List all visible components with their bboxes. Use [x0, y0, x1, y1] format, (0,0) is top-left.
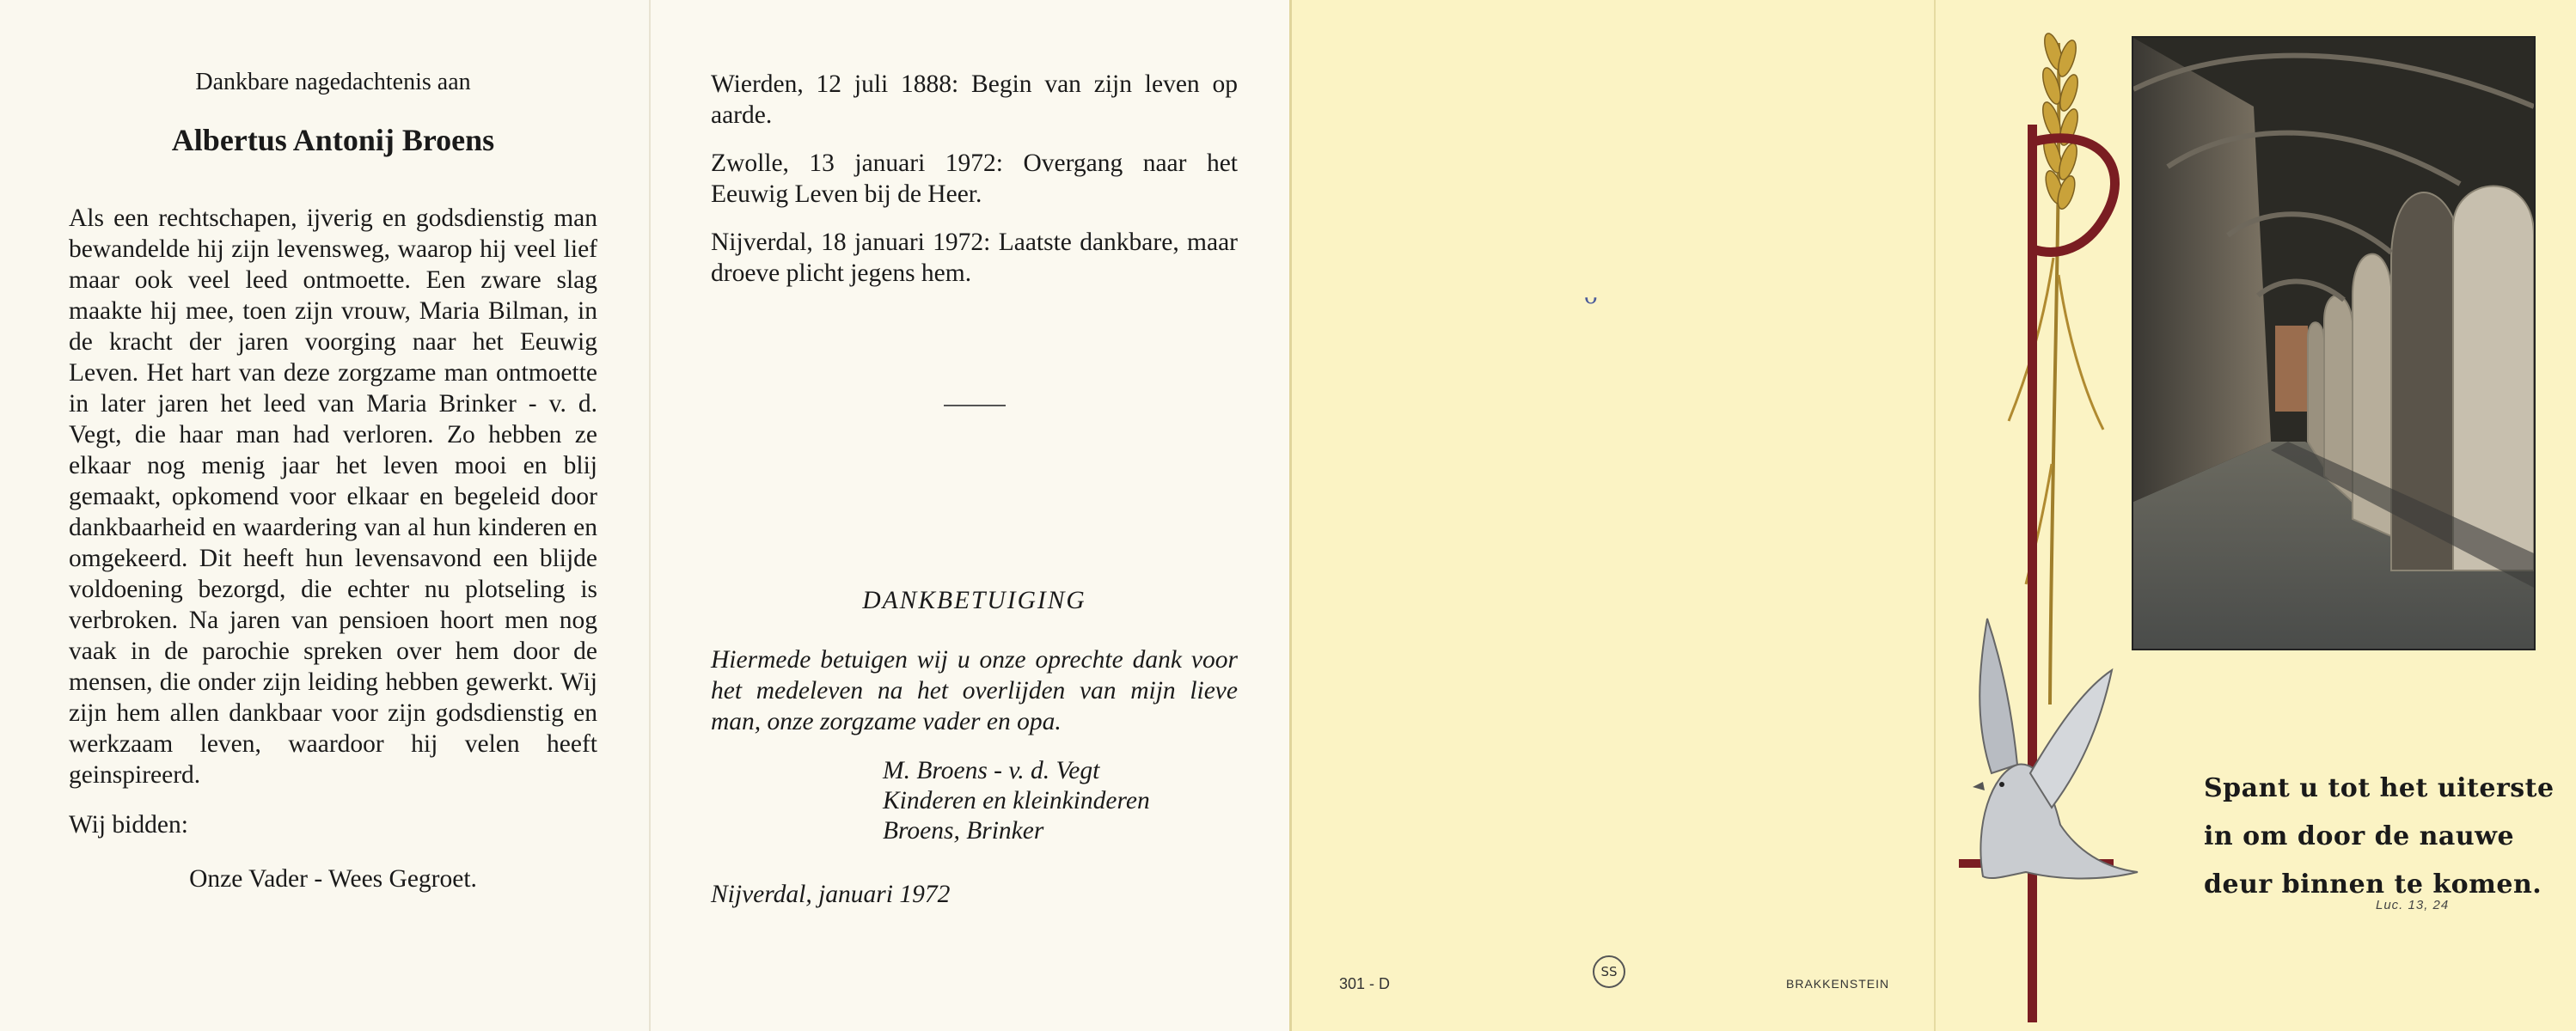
arcade-photo [2132, 36, 2536, 650]
panel-dates-thanks [649, 0, 1289, 1031]
verse-line: in om door de nauwe [2204, 821, 2515, 851]
wheat-icon [2009, 32, 2103, 705]
verse-reference: Luc. 13, 24 [2376, 898, 2450, 912]
date-burial: Nijverdal, 18 januari 1972: Laatste dankbare, maar droeve plicht jegens hem. [711, 229, 1238, 287]
deceased-name: Albertus Antonij Broens [171, 123, 495, 157]
place-date: Nijverdal, januari 1972 [711, 881, 951, 908]
panel-card-back [1289, 0, 1934, 1031]
verse-line: deur binnen te komen. [2204, 869, 2542, 900]
thanks-text: Hiermede betuigen wij u onze oprechte dank voor het medeleven na het overlijden van mijn lieve man, onze zorgzame vader en opa. [711, 646, 1238, 735]
publisher-logo: SS [1593, 955, 1625, 988]
signature-line: Broens, Brinker [883, 817, 1044, 845]
date-birth: Wierden, 12 juli 1888: Begin van zijn leven op aarde. [711, 70, 1238, 129]
date-death: Zwolle, 13 januari 1972: Overgang naar het Eeuwig Leven bij de Heer. [711, 149, 1238, 208]
bible-verse [2204, 765, 2555, 909]
life-dates [711, 69, 1238, 289]
signature-line: Kinderen en kleinkinderen [883, 787, 1150, 814]
signature-line: M. Broens - v. d. Vegt [883, 757, 1100, 784]
thanks-title: DANKBETUIGING [862, 587, 1086, 614]
panel-card-front [1934, 0, 2576, 1031]
verse-line: Spant u tot het uiterste [2204, 773, 2555, 803]
publisher-name: BRAKKENSTEIN [1786, 977, 1890, 991]
memorial-heading: Dankbare nagedachtenis aan [195, 69, 471, 95]
prayer-intro: Wij bidden: [69, 811, 188, 839]
divider [944, 405, 1006, 406]
card-code: 301 - D [1339, 975, 1391, 992]
pen-mark: ᴗ [1584, 284, 1598, 309]
prayer-text: Onze Vader - Wees Gegroet. [189, 865, 477, 893]
memorial-body: Als een rechtschapen, ijverig en godsdienstig man bewandelde hij zijn levensweg, waarop hij veel lief maar ook veel leed ontmoette. Een zware slag maakte hij mee, toen zijn vrouw, Maria Bilman, in de kracht der jaren voorging naar het Eeuwig Leven. Het hart van deze zorgzame man ontmoette in later jaren het leed van Maria Brinker - v. d. Vegt, die haar man had verloren. Zo hebben ze elkaar nog menig jaar het leven mooi en blij gemaakt, opkomend voor elkaar en begeleid door dankbaarheid en waardering van al hun kinderen en omgekeerd. Dit heeft hun levensavond een blijde voldoening bezorgd, die echter nu plotseling is verbroken. Na jaren van pensioen hoort men nog vaak in de parochie spreken over hem door de mensen, die onder zijn leiding hebben gewerkt. Wij zijn hem allen dankbaar voor zijn godsdienstig en werkzaam leven, waardoor hij velen heeft geinspireerd. [69, 204, 597, 789]
signatures [883, 756, 1238, 846]
dove-icon [1973, 619, 2138, 879]
panel-memorial-text [0, 0, 649, 1031]
